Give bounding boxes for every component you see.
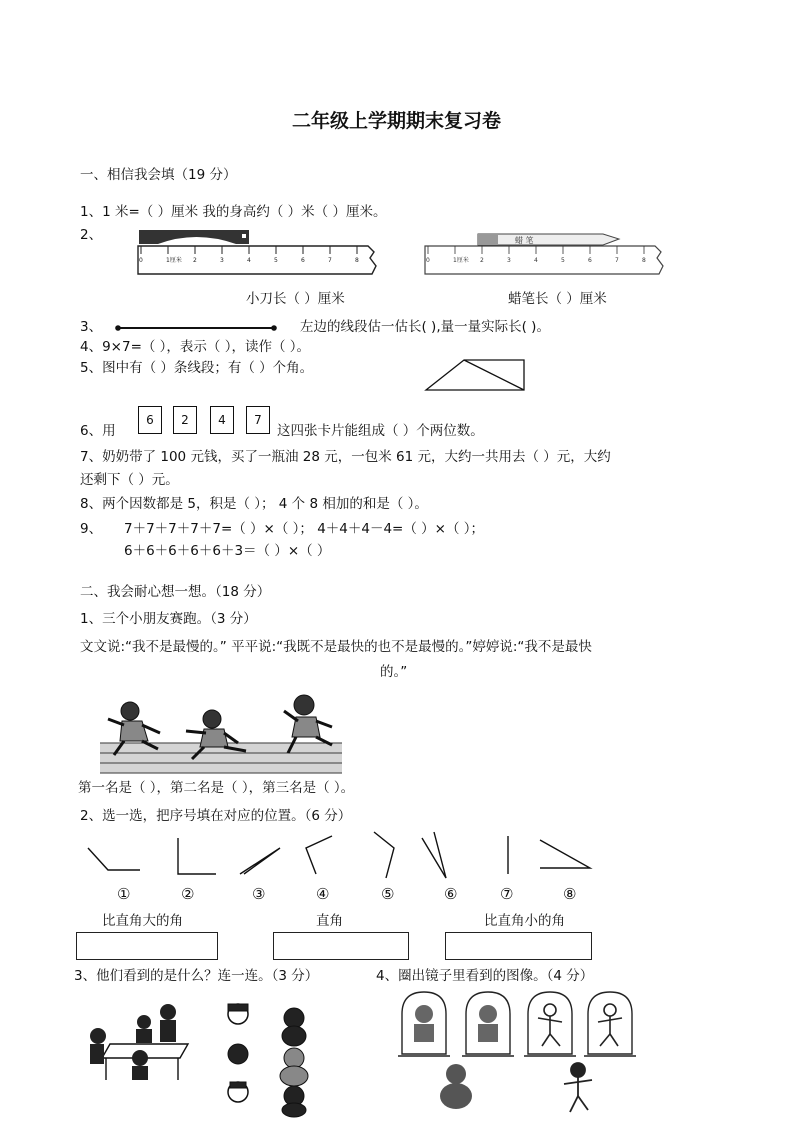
question-6-end: 这四张卡片能组成（ ）个两位数。 [277, 423, 484, 439]
section-2-heading: 二、我会耐心想一想。（18 分） [80, 584, 271, 600]
angle-number-1: ① [117, 885, 131, 903]
angle-number-4: ④ [316, 885, 330, 903]
ruler2-mark: 4 [534, 257, 538, 264]
ruler1-mark: 3 [220, 257, 224, 264]
part-1-answer: 第一名是（ ），第二名是（ ），第三名是（ ）。 [78, 780, 355, 796]
crayon-length-label: 蜡笔长（ ）厘米 [508, 291, 607, 307]
label-right: 直角 [316, 913, 343, 929]
question-5: 5、图中有（ ）条线段；有（ ）个角。 [80, 360, 314, 376]
part-3-title: 3、他们看到的是什么？连一连。（3 分） [74, 968, 319, 984]
ruler1-mark: 0 [139, 257, 143, 264]
kid-view-options [220, 1000, 332, 1118]
kid-back-2 [228, 1044, 248, 1064]
ruler2-mark: 3 [507, 257, 511, 264]
ruler2-mark: 7 [615, 257, 619, 264]
question-3-text: 左边的线段估一估长( ),量一量实际长( )。 [300, 319, 550, 335]
angle-number-6: ⑥ [444, 885, 458, 903]
question-3-number: 3、 [80, 319, 103, 335]
angle-1 [88, 848, 140, 870]
ruler1-mark: 6 [301, 257, 305, 264]
angle-number-3: ③ [252, 885, 266, 903]
angle-number-8: ⑧ [563, 885, 577, 903]
knife-length-label: 小刀长（ ）厘米 [246, 291, 345, 307]
question-2-number: 2、 [80, 227, 103, 243]
answer-box-obtuse[interactable] [76, 932, 218, 960]
label-acute: 比直角小的角 [484, 913, 565, 929]
running-kids-picture [100, 693, 342, 775]
angle-8 [540, 840, 590, 868]
crayon-label-text: 蜡 笔 [515, 236, 534, 245]
ruler1-mark: 5 [274, 257, 278, 264]
angle-2 [178, 838, 216, 874]
angle-4 [306, 836, 332, 874]
angle-5 [374, 832, 394, 878]
question-9-line2: 6＋6＋6＋6＋6＋3＝（ ）×（ ） [124, 543, 331, 559]
part-1-speech-line1: 文文说:“我不是最慢的。” 平平说:“我既不是最快的也不是最慢的。”婷婷说:“我不是最快 [80, 639, 592, 655]
part-1-title: 1、三个小朋友赛跑。（3 分） [80, 611, 257, 627]
kids-at-table-picture [80, 1000, 196, 1082]
question-9-number: 9、 [80, 521, 103, 537]
number-card-7: 7 [246, 406, 270, 434]
mirror-images-picture [392, 988, 640, 1116]
angle-number-2: ② [181, 885, 195, 903]
angle-number-7: ⑦ [500, 885, 514, 903]
toy-2 [284, 1048, 304, 1068]
ruler-crayon-figure [423, 228, 673, 280]
ruler2-mark: 0 [426, 257, 430, 264]
question-7-line2: 还剩下（ ）元。 [80, 472, 179, 488]
ruler2-mark: 8 [642, 257, 646, 264]
answer-box-acute[interactable] [445, 932, 592, 960]
question-1: 1、1 米=（ ）厘米 我的身高约（ ）米（ ）厘米。 [80, 204, 387, 220]
toy-1 [284, 1008, 304, 1028]
ruler1-mark: 7 [328, 257, 332, 264]
ruler2-mark: 6 [588, 257, 592, 264]
ruler1-mark: 1厘米 [166, 257, 182, 264]
question-9-line1: 7＋7＋7＋7＋7=（ ）×（ ）； 4＋4＋4－4=（ ）×（ ）； [124, 521, 485, 537]
ruler2-mark: 1厘米 [453, 257, 469, 264]
number-card-6: 6 [138, 406, 162, 434]
ruler1-mark: 8 [355, 257, 359, 264]
part-4-title: 4、圈出镜子里看到的图像。（4 分） [376, 968, 594, 984]
ruler-knife-figure [136, 228, 386, 280]
answer-box-right[interactable] [273, 932, 409, 960]
question-4: 4、9×7=（ ），表示（ ），读作（ ）。 [80, 339, 311, 355]
trapezoid-figure [424, 358, 528, 392]
question-8: 8、两个因数都是 5，积是（ ）； 4 个 8 相加的和是（ ）。 [80, 496, 428, 512]
ruler2-mark: 5 [561, 257, 565, 264]
angle-6 [422, 832, 446, 878]
ruler2-mark: 2 [480, 257, 484, 264]
part-1-speech-line2: 的。” [380, 664, 408, 680]
number-card-2: 2 [173, 406, 197, 434]
label-obtuse: 比直角大的角 [102, 913, 183, 929]
angle-3 [240, 848, 280, 874]
line-segment-figure [114, 322, 278, 334]
page-title: 二年级上学期期末复习卷 [291, 110, 501, 132]
ruler1-mark: 4 [247, 257, 251, 264]
section-1-heading: 一、相信我会填（19 分） [80, 167, 237, 183]
angles-figure [84, 826, 596, 882]
number-card-4: 4 [210, 406, 234, 434]
angle-number-5: ⑤ [381, 885, 395, 903]
part-2-title: 2、选一选，把序号填在对应的位置。（6 分） [80, 808, 352, 824]
ruler1-mark: 2 [193, 257, 197, 264]
question-6-start: 6、用 [80, 423, 116, 439]
question-7-line1: 7、奶奶带了 100 元钱，买了一瓶油 28 元，一包米 61 元，大约一共用去（ ）元，大约 [80, 449, 611, 465]
